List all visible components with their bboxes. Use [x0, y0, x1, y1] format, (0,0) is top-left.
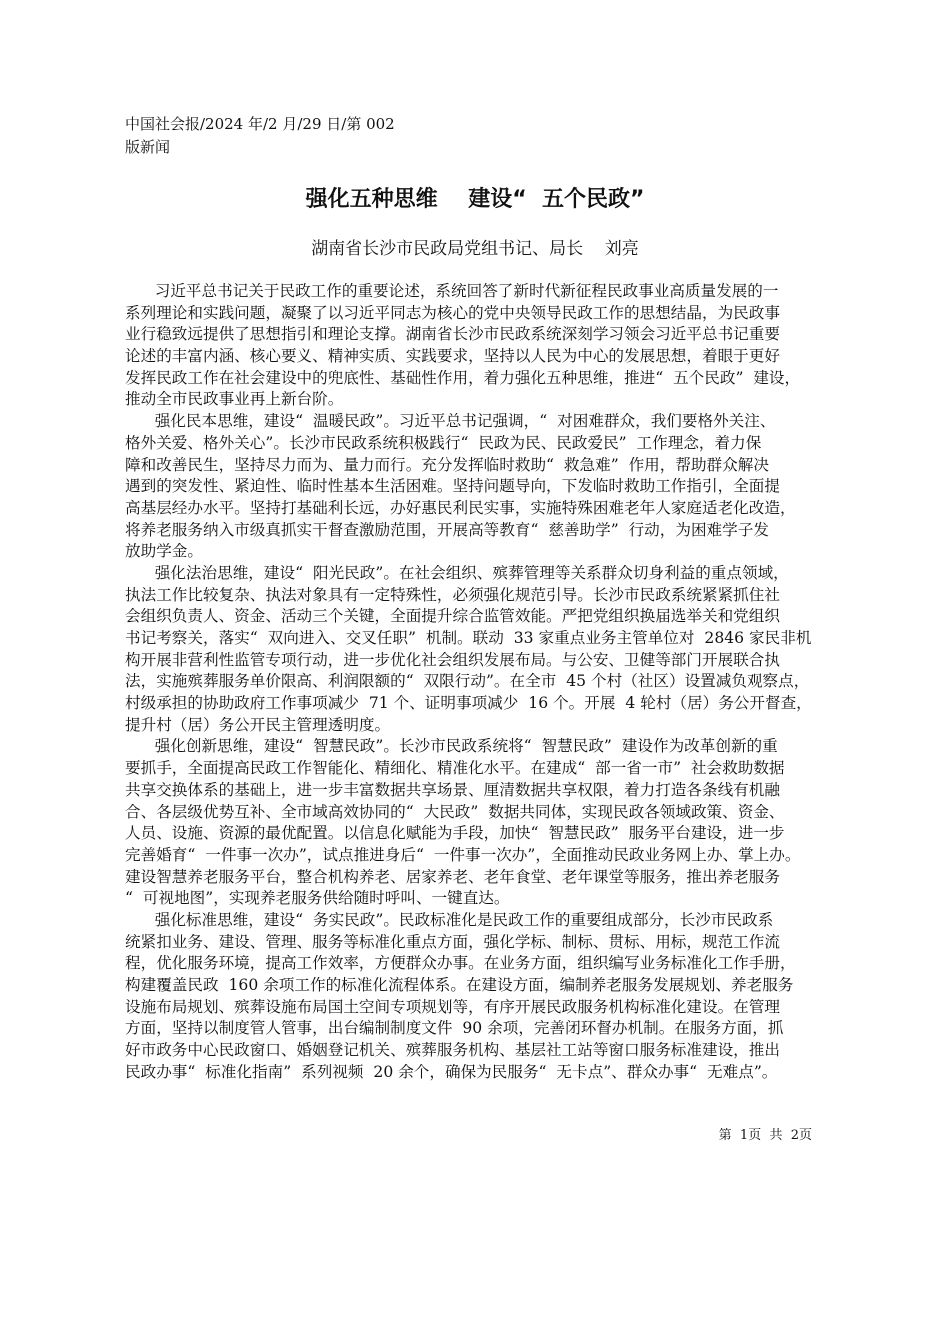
paragraph-line: 民政办事“ 标准化指南” 系列视频 20 余个，确保为民服务“ 无卡点”、群众办事“ 无难点”。	[125, 1062, 778, 1081]
paragraph-line: “ 可视地图”，实现养老服务供给随时呼叫、一键直达。	[125, 889, 510, 908]
paragraph-line: 建设智慧养老服务平台，整合机构养老、居家养老、老年食堂、老年课堂等服务，推出养老服务	[125, 867, 780, 886]
paragraph-line: 强化标准思维，建设“ 务实民政”。民政标准化是民政工作的重要组成部分，长沙市民政系	[125, 910, 774, 929]
paragraph-line: 会组织负责人、资金、活动三个关键，全面提升综合监管效能。严把党组织换届选举关和党组织	[125, 607, 780, 626]
paragraph-line: 格外关爱、格外关心”。长沙市民政系统积极践行“ 民政为民、民政爱民” 工作理念，着力保	[125, 433, 762, 452]
paragraph-line: 统紧扣业务、建设、管理、服务等标准化重点方面，强化学标、制标、贯标、用标，规范工作流	[125, 932, 780, 951]
paragraph-line: 高基层经办水平。坚持打基础利长远，办好惠民利民实事，实施特殊困难老年人家庭适老化改造，	[125, 498, 796, 517]
paragraph-line: 将养老服务纳入市级真抓实干督查激励范围，开展高等教育“ 慈善助学” 行动，为困难学子发	[125, 520, 769, 539]
paragraph-line: 合、各层级优势互补、全市域高效协同的“ 大民政” 数据共同体，实现民政各领域政策、资金、	[125, 802, 785, 821]
paragraph-line: 构建覆盖民政 160 余项工作的标准化流程体系。在建设方面，编制养老服务发展规划、养老服务	[125, 976, 794, 994]
paragraph-line: 书记考察关，落实“ 双向进入、交叉任职” 机制。联动 33 家重点业务主管单位对 2846 家民非机	[125, 629, 812, 647]
article-title: 强化五种思维 建设“ 五个民政”	[305, 187, 645, 212]
paragraph-line: 强化法治思维，建设“ 阳光民政”。在社会组织、殡葬管理等关系群众切身利益的重点领域，	[125, 563, 789, 582]
paragraph-line: 系列理论和实践问题，凝聚了以习近平同志为核心的党中央领导民政工作的思想结晶，为民政事	[125, 303, 780, 322]
paragraph-line: 习近平总书记关于民政工作的重要论述，系统回答了新时代新征程民政事业高质量发展的一	[125, 282, 779, 300]
paragraph-line: 放助学金。	[125, 542, 203, 561]
paragraph	[125, 281, 845, 411]
article-author: 湖南省长沙市民政局党组书记、局长 刘亮	[311, 239, 639, 259]
paragraph-line: 法，实施殡葬服务单价限高、利润限额的“ 双限行动”。在全市 45 个村（社区）设置减负观察点，	[125, 672, 810, 691]
page-number: 第 1页 共 2页	[718, 1128, 812, 1143]
paragraph	[125, 411, 845, 563]
paragraph-line: 发挥民政工作在社会建设中的兜底性、基础性作用，着力强化五种思维，推进“ 五个民政” 建设，	[125, 368, 801, 387]
paragraph	[125, 736, 845, 910]
paragraph-line: 方面，坚持以制度管人管事，出台编制制度文件 90 余项，完善闭环督办机制。在服务方面，抓	[125, 1019, 784, 1038]
article-body	[125, 281, 845, 1083]
paragraph-line: 论述的丰富内涵、核心要义、精神实质、实践要求，坚持以人民为中心的发展思想，着眼于更好	[125, 347, 780, 366]
paragraph-line: 业行稳致远提供了思想指引和理论支撑。湖南省长沙市民政系统深刻学习领会习近平总书记重要	[125, 325, 780, 344]
paragraph-line: 构开展非营利性监管专项行动，进一步优化社会组织发展布局。与公安、卫健等部门开展联合执	[125, 650, 780, 669]
paragraph-line: 强化创新思维，建设“ 智慧民政”。长沙市民政系统将“ 智慧民政” 建设作为改革创新的重	[125, 737, 778, 756]
source-line-1: 中国社会报/2024 年/2 月/29 日/第 002	[125, 115, 395, 133]
paragraph-line: 强化民本思维，建设“ 温暖民政”。习近平总书记强调，“ 对困难群众，我们要格外关注、	[125, 412, 776, 431]
paragraph	[125, 563, 845, 737]
paragraph-line: 要抓手，全面提高民政工作智能化、精细化、精准化水平。在建成“ 部一省一市” 社会救助数据	[125, 759, 785, 778]
paragraph-line: 执法工作比较复杂、执法对象具有一定特殊性，必须强化规范引导。长沙市民政系统紧紧抓住社	[125, 585, 780, 604]
paragraph-line: 人员、设施、资源的最优配置。以信息化赋能为手段，加快“ 智慧民政” 服务平台建设，进一步	[125, 824, 785, 843]
paragraph-line: 设施布局规划、殡葬设施布局国土空间专项规划等，有序开展民政服务机构标准化建设。在管理	[125, 997, 780, 1016]
paragraph-line: 障和改善民生，坚持尽力而为、量力而行。充分发挥临时救助“ 救急难” 作用，帮助群众解决	[125, 455, 769, 474]
paragraph-line: 村级承担的协助政府工作事项减少 71 个、证明事项减少 16 个。开展 4 轮村（居）务公开督查，	[125, 694, 812, 713]
paragraph-line: 好市政务中心民政窗口、婚姻登记机关、殡葬服务机构、基层社工站等窗口服务标准建设，推出	[125, 1041, 780, 1060]
paragraph-line: 推动全市民政事业再上新台阶。	[125, 390, 344, 409]
paragraph	[125, 910, 845, 1084]
source-line-2: 版新闻	[125, 138, 171, 156]
paragraph-line: 程，优化服务环境，提高工作效率，方便群众办事。在业务方面，组织编写业务标准化工作手册，	[125, 954, 796, 973]
paragraph-line: 遇到的突发性、紧迫性、临时性基本生活困难。坚持问题导向，下发临时救助工作指引，全面提	[125, 477, 780, 496]
paragraph-line: 提升村（居）务公开民主管理透明度。	[125, 715, 391, 734]
paragraph-line: 共享交换体系的基础上，进一步丰富数据共享场景、厘清数据共享权限，着力打造各条线有机融	[125, 780, 780, 799]
paragraph-line: 完善婚育“ 一件事一次办”，试点推进身后“ 一件事一次办”，全面推动民政业务网上办、掌上办。	[125, 845, 801, 864]
source-info	[125, 113, 395, 159]
